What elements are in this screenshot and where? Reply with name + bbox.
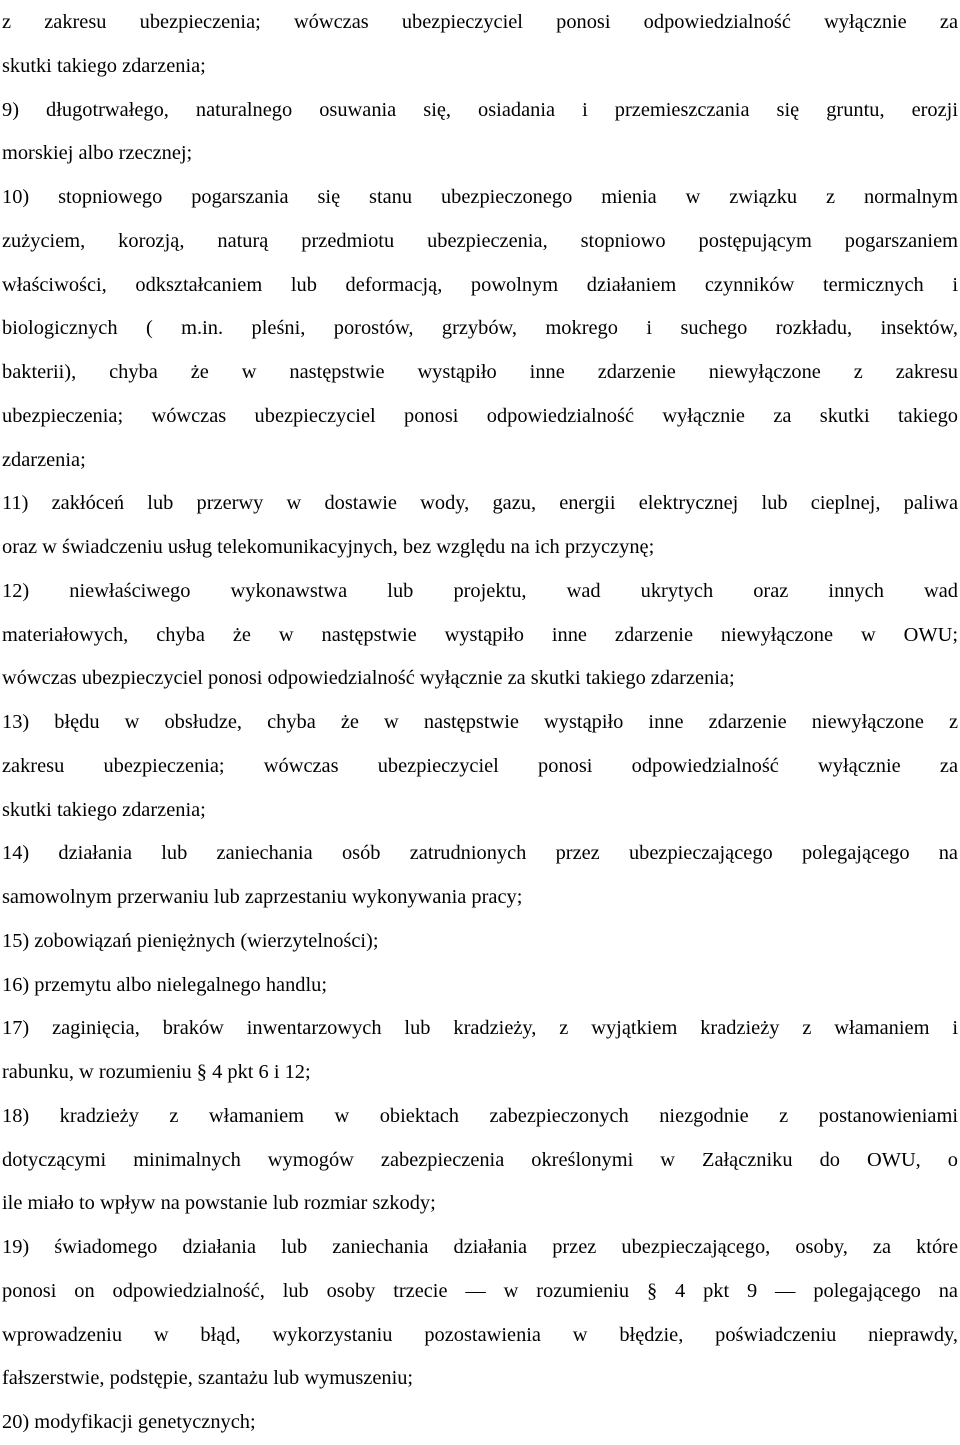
text-line: 19) świadomego działania lub zaniechania działania przez ubezpieczającego, osoby, za które <box>2 1236 958 1258</box>
text-line: 20) modyfikacji genetycznych; <box>2 1411 256 1433</box>
text-line: fałszerstwie, podstępie, szantażu lub wymuszeniu; <box>2 1367 414 1390</box>
text-line: rabunku, w rozumieniu § 4 pkt 6 i 12; <box>2 1061 311 1083</box>
text-line: 16) przemytu albo nielegalnego handlu; <box>2 973 328 996</box>
text-line: wówczas ubezpieczyciel ponosi odpowiedzialność wyłącznie za skutki takiego zdarzenia; <box>2 667 735 690</box>
text-line: zdarzenia; <box>2 448 86 471</box>
text-line: materiałowych, chyba że w następstwie wystąpiło inne zdarzenie niewyłączone w OWU; <box>2 623 958 646</box>
text-line: biologicznych ( m.in. pleśni, porostów, grzybów, mokrego i suchego rozkładu, insektów, <box>2 317 958 340</box>
text-line: 9) długotrwałego, naturalnego osuwania się, osiadania i przemieszczania się gruntu, erozji <box>2 98 958 121</box>
text-line: skutki takiego zdarzenia; <box>2 798 206 821</box>
text-line: 15) zobowiązań pieniężnych (wierzytelności); <box>2 929 379 952</box>
text-line: 12) niewłaściwego wykonawstwa lub projektu, wad ukrytych oraz innych wad <box>2 579 958 602</box>
text-line: samowolnym przerwaniu lub zaprzestaniu wykonywania pracy; <box>2 886 523 908</box>
text-line: 11) zakłóceń lub przerwy w dostawie wody, gazu, energii elektrycznej lub cieplnej, paliwa <box>2 492 958 515</box>
text-line: ponosi on odpowiedzialność, lub osoby trzecie — w rozumieniu § 4 pkt 9 — polegającego na <box>2 1279 958 1302</box>
text-line: oraz w świadczeniu usług telekomunikacyjnych, bez względu na ich przyczynę; <box>2 536 655 558</box>
text-line: skutki takiego zdarzenia; <box>2 54 206 77</box>
text-line: 13) błędu w obsłudze, chyba że w następstwie wystąpiło inne zdarzenie niewyłączone z <box>2 711 958 733</box>
text-line: wprowadzeniu w błąd, wykorzystaniu pozostawienia w błędzie, poświadczeniu nieprawdy, <box>2 1323 958 1346</box>
text-line: dotyczącymi minimalnych wymogów zabezpieczenia określonymi w Załączniku do OWU, o <box>2 1148 958 1171</box>
text-line: 10) stopniowego pogarszania się stanu ubezpieczonego mienia w związku z normalnym <box>2 186 958 208</box>
text-line: ubezpieczenia; wówczas ubezpieczyciel ponosi odpowiedzialność wyłącznie za skutki takiego <box>2 404 958 427</box>
text-line: z zakresu ubezpieczenia; wówczas ubezpieczyciel ponosi odpowiedzialność wyłącznie za <box>2 11 958 33</box>
text-line: 17) zaginięcia, braków inwentarzowych lub kradzieży, z wyjątkiem kradzieży z włamaniem i <box>2 1017 958 1040</box>
text-line: zużyciem, korozją, naturą przedmiotu ubezpieczenia, stopniowo postępującym pogarszaniem <box>2 229 958 252</box>
text-line: morskiej albo rzecznej; <box>2 142 193 165</box>
text-line: ile miało to wpływ na powstanie lub rozmiar szkody; <box>2 1192 436 1215</box>
text-line: bakterii), chyba że w następstwie wystąpiło inne zdarzenie niewyłączone z zakresu <box>2 361 958 383</box>
document-page <box>2 1 958 1445</box>
text-line: właściwości, odkształcaniem lub deformacją, powolnym działaniem czynników termicznych i <box>2 273 958 296</box>
text-line: zakresu ubezpieczenia; wówczas ubezpieczyciel ponosi odpowiedzialność wyłącznie za <box>2 754 958 777</box>
text-line: 18) kradzieży z włamaniem w obiektach zabezpieczonych niezgodnie z postanowieniami <box>2 1104 958 1127</box>
text-line: 14) działania lub zaniechania osób zatrudnionych przez ubezpieczającego polegającego na <box>2 842 958 865</box>
